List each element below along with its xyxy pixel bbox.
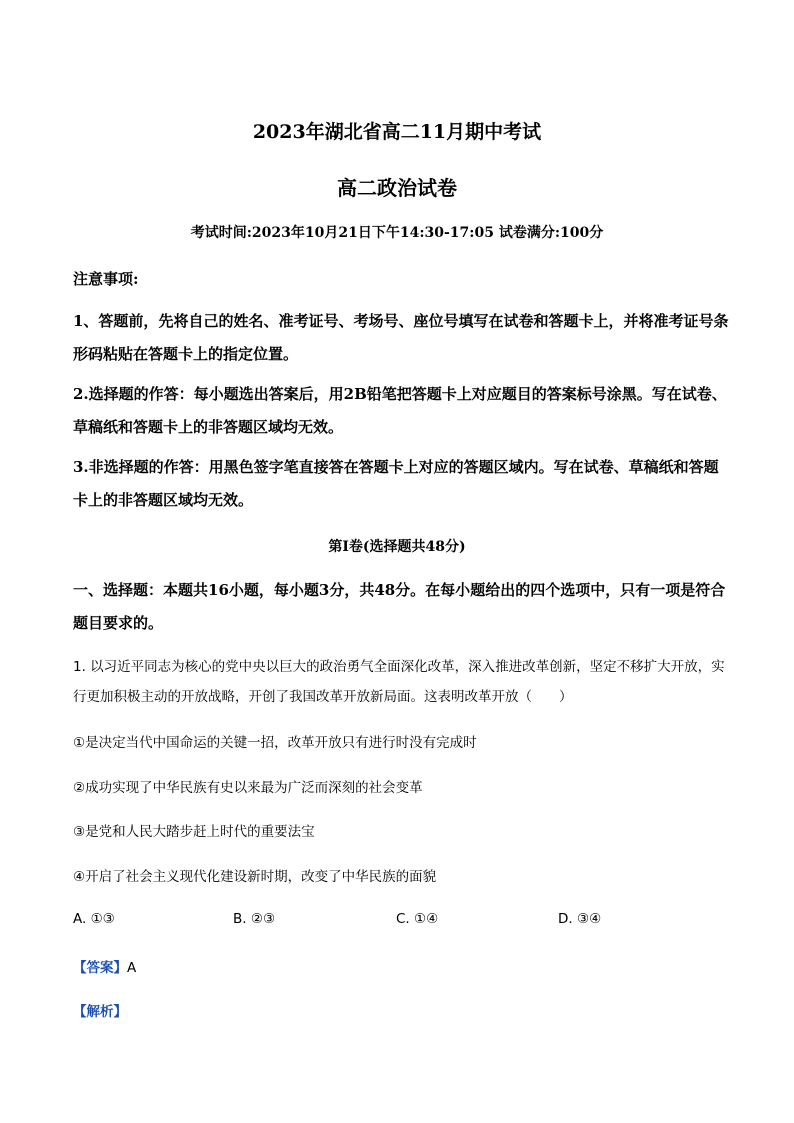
notice-item: 2.选择题的作答：每小题选出答案后，用2B铅笔把答题卡上对应题目的答案标号涂黑。写在试卷、草稿纸和答题卡上的非答题区域均无效。	[73, 385, 727, 436]
mcq-instructions: 一、选择题：本题共16小题，每小题3分，共48分。在每小题给出的四个选项中，只有一项是符合题目要求的。	[73, 581, 726, 632]
statement-3: ③是党和人民大踏步赶上时代的重要法宝	[73, 824, 315, 840]
exam-info: 考试时间:2023年10月21日下午14:30-17:05 试卷满分:100分	[190, 225, 604, 241]
choice-c: C. ①④	[396, 911, 439, 927]
section-heading: 第Ⅰ卷(选择题共48分)	[328, 539, 466, 555]
answer-tag: 【答案】	[73, 960, 127, 976]
statement-2: ②成功实现了中华民族有史以来最为广泛而深刻的社会变革	[73, 780, 423, 796]
question-1-stem: 1. 以习近平同志为核心的党中央以巨大的政治勇气全面深化改革，深入推进改革创新，坚定不移扩大开放，实行更加积极主动的开放战略，开创了我国改革开放新局面。这表明改革开放（ ）	[73, 659, 725, 705]
answer-line	[73, 956, 136, 976]
statement-1: ①是决定当代中国命运的关键一招，改革开放只有进行时没有完成时	[73, 735, 477, 751]
notice-item: 1、答题前，先将自己的姓名、准考证号、考场号、座位号填写在试卷和答题卡上，并将准考证号条形码粘贴在答题卡上的指定位置。	[73, 312, 729, 363]
exam-title: 2023年湖北省高二11月期中考试	[252, 121, 542, 143]
exam-subtitle: 高二政治试卷	[337, 176, 457, 200]
choice-d: D. ③④	[558, 911, 602, 927]
answer-value: A	[127, 960, 137, 976]
choice-a: A. ①③	[73, 911, 115, 927]
analysis-tag: 【解析】	[73, 1004, 127, 1020]
answer-choices	[73, 911, 713, 931]
notice-item: 3.非选择题的作答：用黑色签字笔直接答在答题卡上对应的答题区域内。写在试卷、草稿纸和答题卡上的非答题区域均无效。	[73, 458, 719, 509]
statement-4: ④开启了社会主义现代化建设新时期，改变了中华民族的面貌	[73, 869, 437, 885]
analysis-line	[73, 1000, 127, 1020]
choice-b: B. ②③	[233, 911, 276, 927]
notice-heading: 注意事项:	[73, 270, 139, 288]
